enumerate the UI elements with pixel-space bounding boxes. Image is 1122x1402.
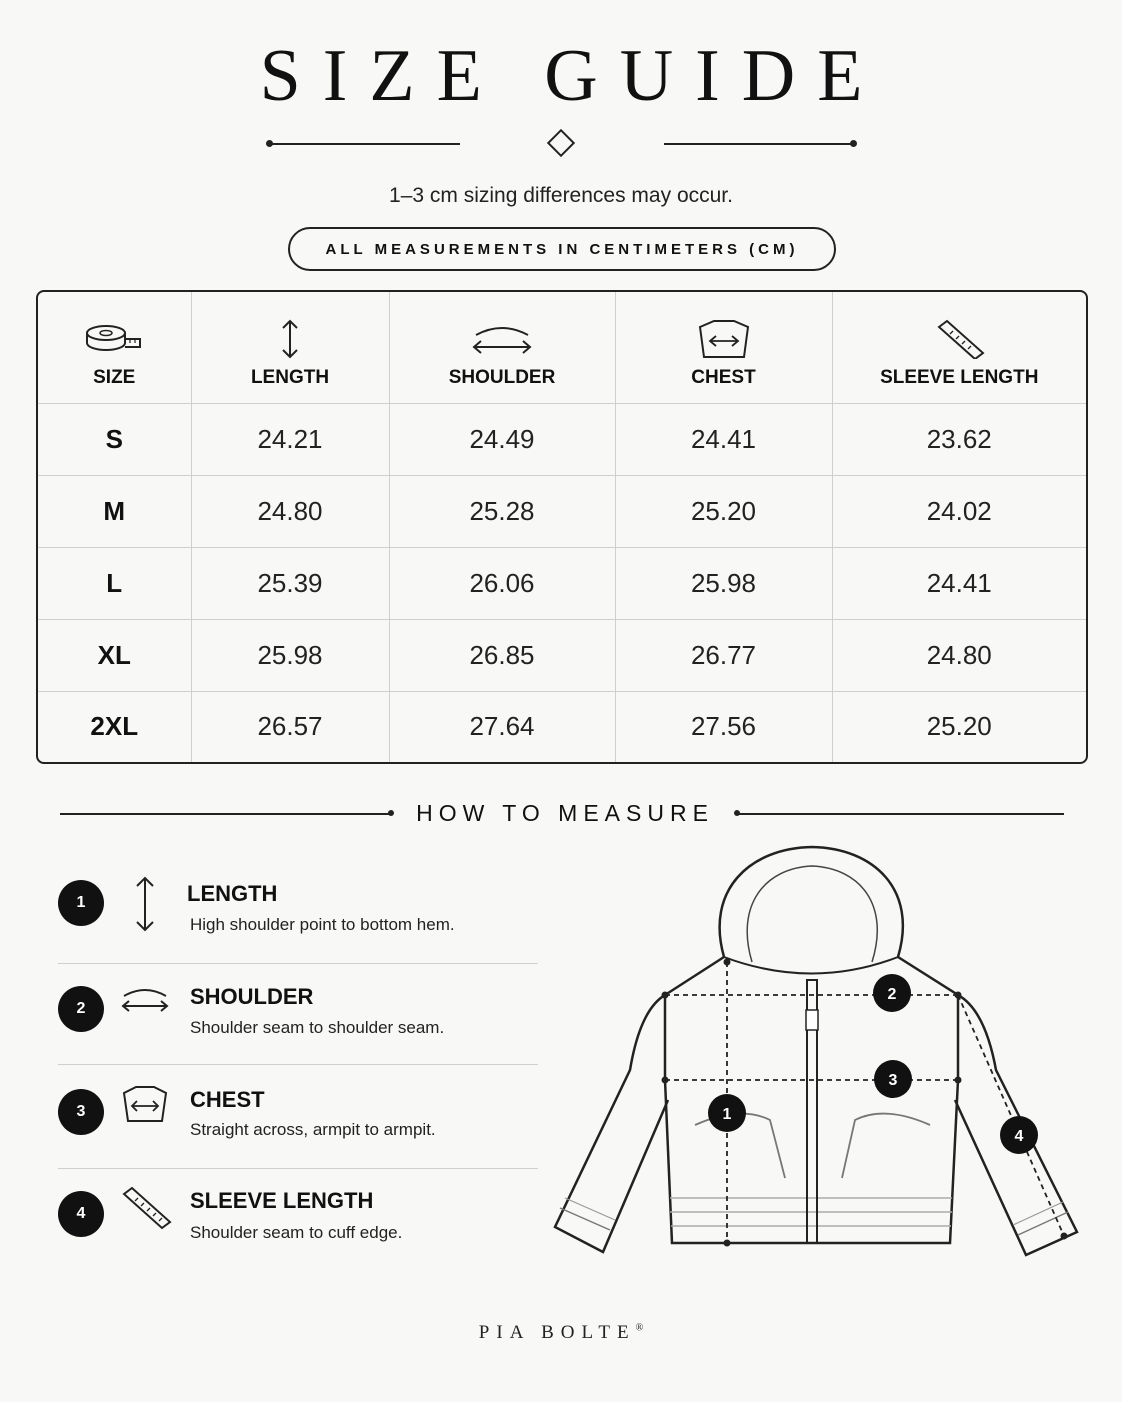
diamond-icon [547, 129, 575, 157]
ruler-icon [120, 1186, 172, 1230]
size-cell: S [38, 404, 191, 476]
table-row [38, 547, 1086, 619]
section-line-right [738, 813, 1064, 815]
step-description: High shoulder point to bottom hem. [190, 915, 455, 934]
shoulder-cell: 25.28 [389, 475, 615, 547]
column-header-shoulder [389, 292, 615, 404]
table-row [38, 404, 1086, 476]
size-cell: XL [38, 619, 191, 691]
column-label: CHEST [691, 367, 756, 388]
sleeve-cell: 24.02 [832, 475, 1086, 547]
shoulder-arrow-icon [120, 984, 170, 1016]
size-table [36, 290, 1088, 764]
marker-label: 2 [887, 986, 897, 1003]
table-row [38, 691, 1086, 762]
section-line-left [60, 813, 390, 815]
step-number-badge: 2 [58, 986, 104, 1032]
step-name: SHOULDER [190, 984, 314, 1009]
step-description: Straight across, armpit to armpit. [190, 1120, 436, 1139]
step-name: SLEEVE LENGTH [190, 1188, 374, 1213]
page-title: SIZE GUIDE [259, 35, 885, 117]
diagram-marker-2 [873, 974, 911, 1012]
size-cell: L [38, 547, 191, 619]
marker-label: 1 [722, 1106, 732, 1123]
registered-mark: ® [635, 1322, 644, 1334]
column-label: SLEEVE LENGTH [880, 367, 1039, 388]
section-title: HOW TO MEASURE [416, 800, 714, 826]
step-name: LENGTH [187, 881, 278, 906]
section-dot-left [388, 810, 394, 816]
measure-step-shoulder [58, 982, 538, 1062]
decor-line-left [270, 143, 460, 145]
shoulder-cell: 26.85 [389, 619, 615, 691]
brand-logo [0, 1322, 1122, 1344]
chest-cell: 26.77 [615, 619, 832, 691]
diagram-marker-3 [874, 1060, 912, 1098]
chest-cell: 25.20 [615, 475, 832, 547]
measure-step-chest [58, 1085, 538, 1165]
table-row [38, 619, 1086, 691]
units-badge: ALL MEASUREMENTS IN CENTIMETERS (CM) [288, 227, 836, 271]
ruler-icon [933, 319, 985, 359]
chest-cell: 27.56 [615, 691, 832, 762]
decor-dot-right [850, 140, 857, 147]
sleeve-cell: 23.62 [832, 404, 1086, 476]
shoulder-cell: 26.06 [389, 547, 615, 619]
shoulder-cell: 27.64 [389, 691, 615, 762]
sleeve-cell: 24.80 [832, 619, 1086, 691]
jacket-body [665, 957, 958, 1243]
vertical-arrow-icon [278, 319, 302, 359]
table-row [38, 475, 1086, 547]
sleeve-cell: 25.20 [832, 691, 1086, 762]
step-description: Shoulder seam to shoulder seam. [190, 1018, 445, 1037]
step-number-badge: 4 [58, 1191, 104, 1237]
measure-step-length [58, 878, 538, 958]
diagram-marker-4 [1000, 1116, 1038, 1154]
column-header-length [191, 292, 389, 404]
brand-name: PIA BOLTE [478, 1322, 636, 1343]
shoulder-cell: 24.49 [389, 404, 615, 476]
measure-step-sleeve [58, 1186, 538, 1266]
length-cell: 25.39 [191, 547, 389, 619]
step-name: CHEST [190, 1087, 265, 1112]
column-header-chest [615, 292, 832, 404]
column-header-size [38, 292, 191, 404]
jacket-diagram [540, 840, 1090, 1270]
step-description: Shoulder seam to cuff edge. [190, 1223, 403, 1242]
shoulder-arrow-icon [470, 319, 534, 359]
jacket-hood-inner [747, 866, 877, 962]
column-label: SHOULDER [448, 367, 556, 388]
tape-measure-icon [84, 319, 144, 359]
diagram-marker-1 [708, 1094, 746, 1132]
sleeve-cell: 24.41 [832, 547, 1086, 619]
decor-line-right [664, 143, 854, 145]
step-divider [58, 1168, 538, 1169]
marker-label: 4 [1014, 1128, 1024, 1145]
step-divider [58, 963, 538, 964]
step-number-badge: 1 [58, 880, 104, 926]
size-cell: M [38, 475, 191, 547]
column-label: LENGTH [250, 367, 330, 388]
chest-cell: 24.41 [615, 404, 832, 476]
chest-icon [696, 319, 752, 359]
vertical-arrow-icon [132, 876, 158, 932]
length-cell: 24.21 [191, 404, 389, 476]
column-label: SIZE [93, 367, 136, 388]
chest-icon [120, 1085, 170, 1125]
length-cell: 25.98 [191, 619, 389, 691]
table-header-row [38, 292, 1086, 404]
size-cell: 2XL [38, 691, 191, 762]
sizing-note: 1–3 cm sizing differences may occur. [389, 184, 733, 207]
length-cell: 26.57 [191, 691, 389, 762]
column-header-sleeve [832, 292, 1086, 404]
marker-label: 3 [888, 1072, 898, 1089]
chest-cell: 25.98 [615, 547, 832, 619]
step-divider [58, 1064, 538, 1065]
length-cell: 24.80 [191, 475, 389, 547]
step-number-badge: 3 [58, 1089, 104, 1135]
